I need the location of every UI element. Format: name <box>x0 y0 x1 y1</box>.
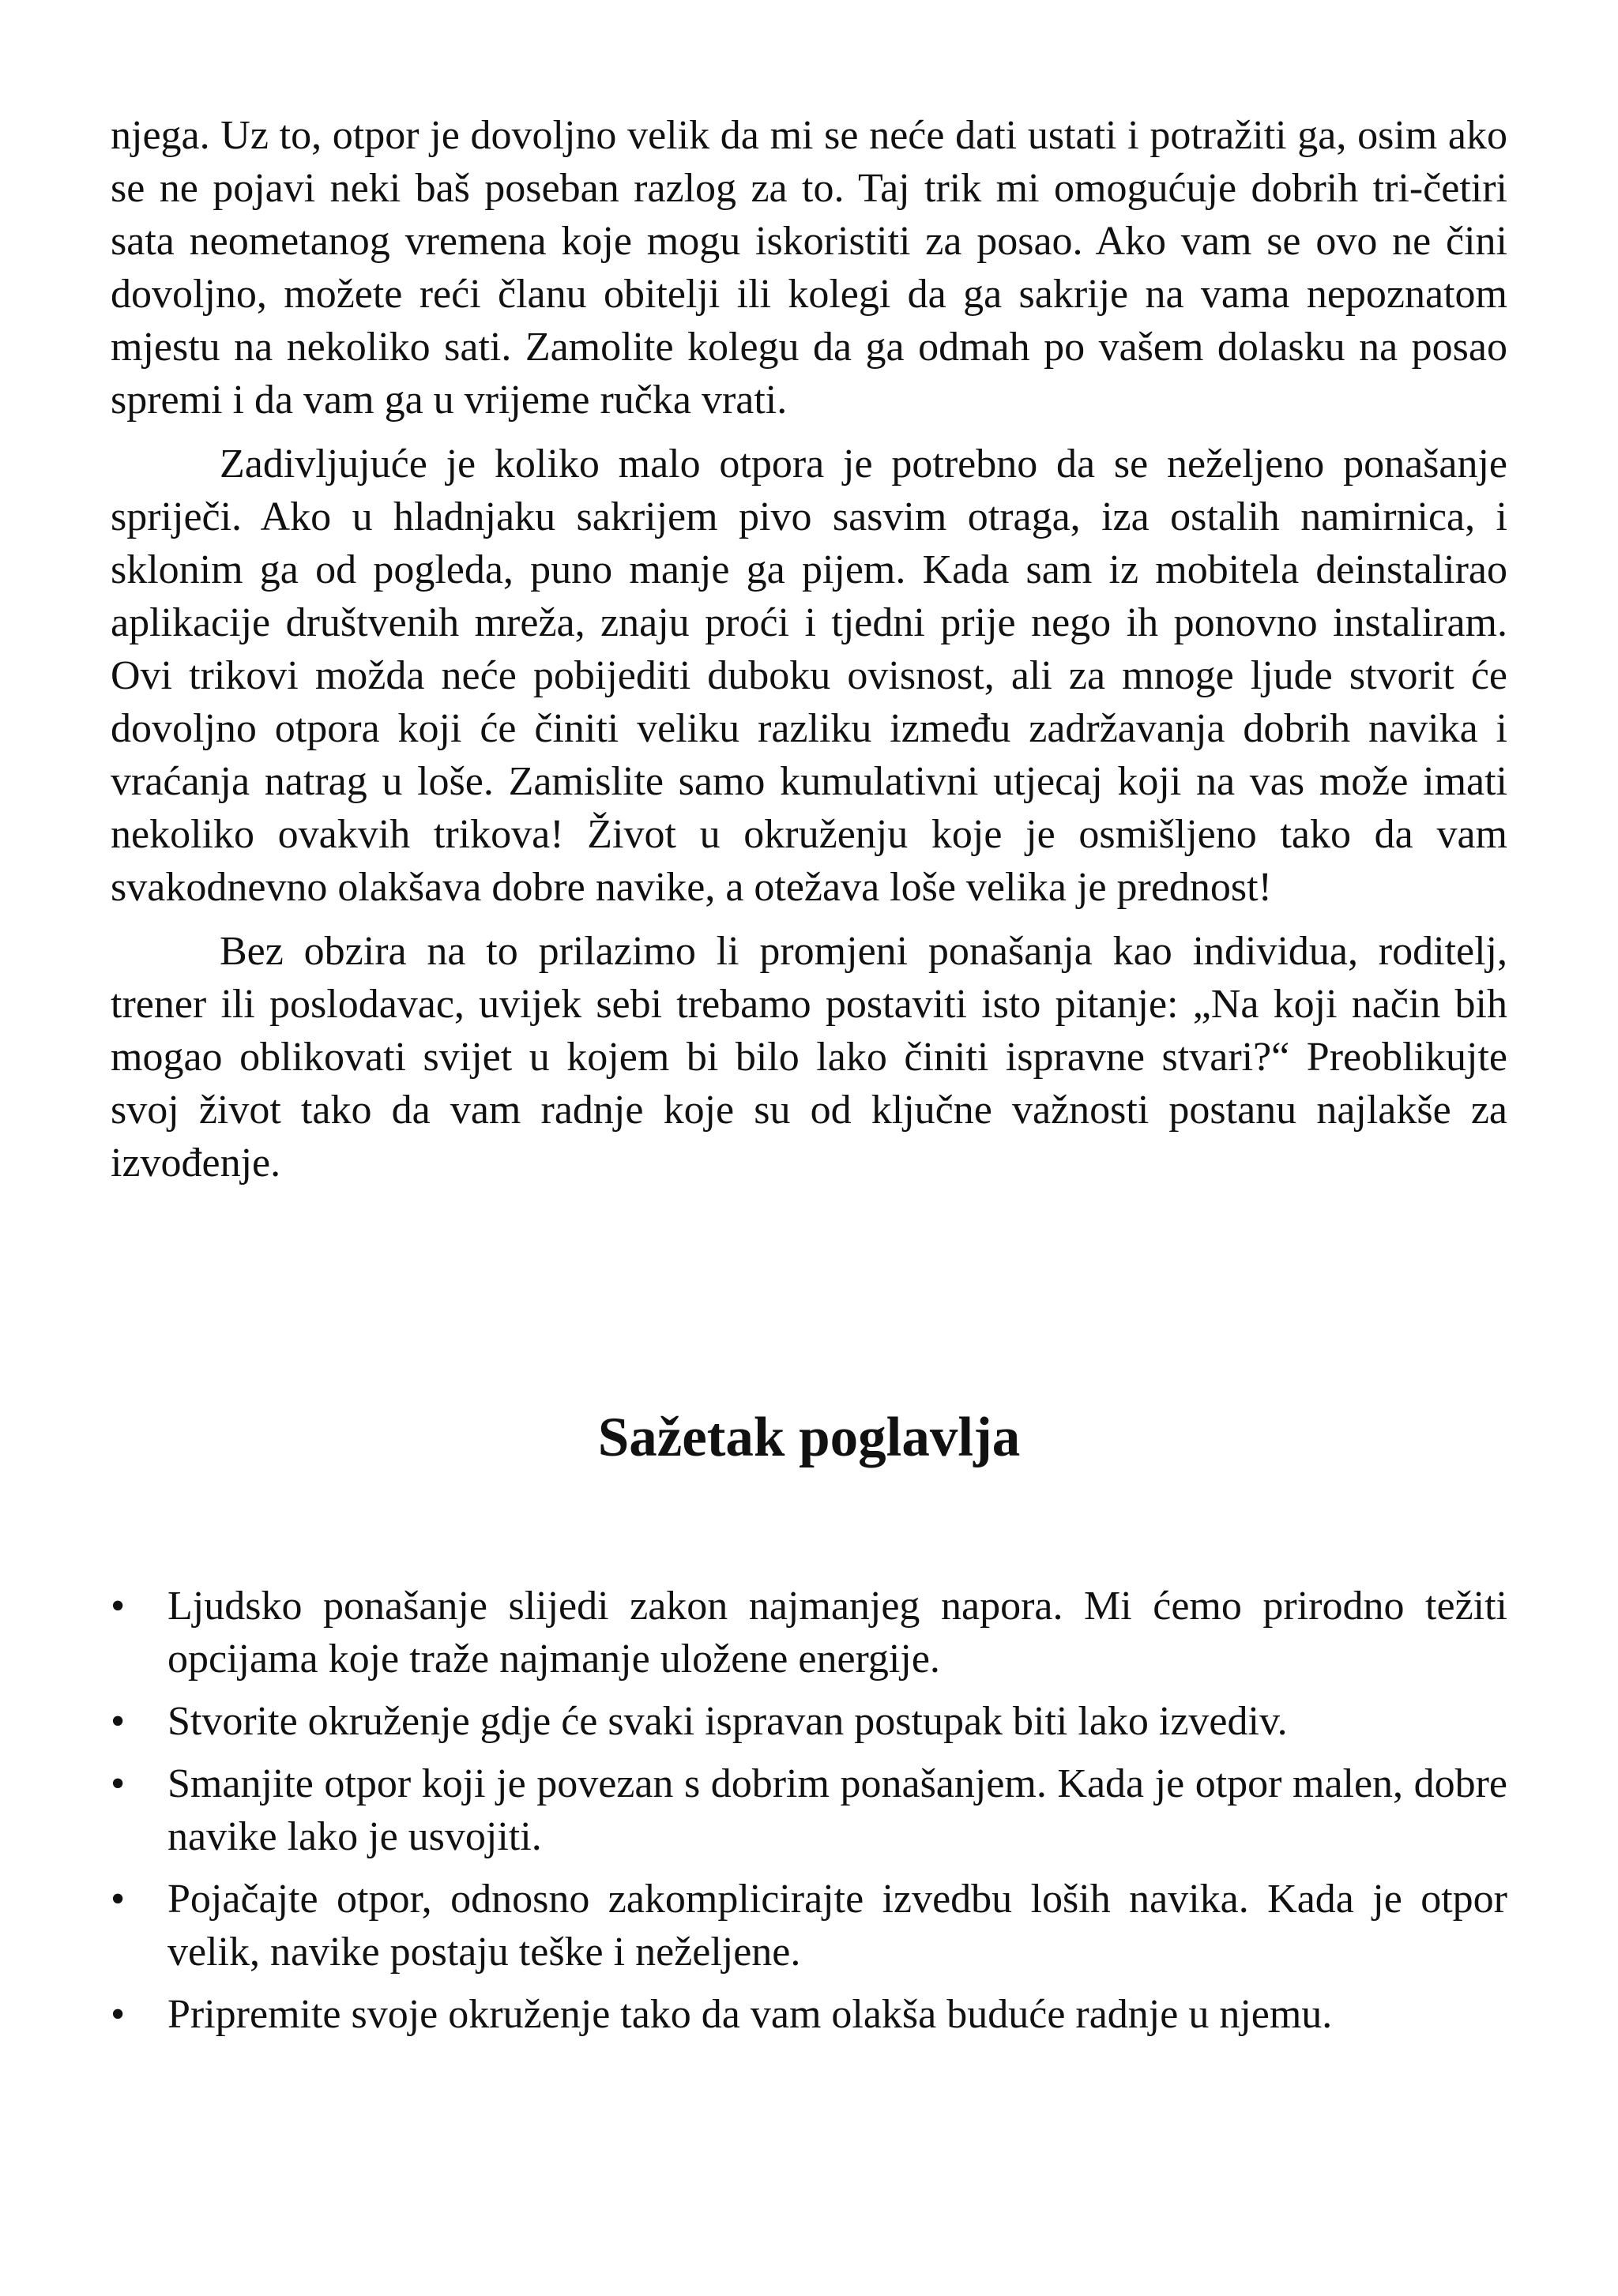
list-item-text: Pojačajte otpor, odnosno zakomplicirajte izvedbu loših navika. Kada je otpor velik, navike postaju teške i neželjene. <box>167 1877 1507 1975</box>
body-paragraph-2: Zadivljujuće je koliko malo otpora je potrebno da se neželjeno ponašanje spriječi. Ako u hladnjaku sakrijem pivo sasvim otraga, iza ostalih namirnica, i sklonim ga od pogleda, puno manje ga pijem. Kada sam iz mobitela deinstalirao aplikacije društvenih mreža, znaju proći i tjedni prije nego ih ponovno instaliram. Ovi trikovi možda neće pobijediti duboku ovisnost, ali za mnoge ljude stvorit će dovoljno otpora koji će činiti veliku razliku između zadržavanja dobrih navika i vraćanja natrag u loše. Zamislite samo kumulativni utjecaj koji na vas može imati nekoliko ovakvih trikova! Život u okruženju koje je osmišljeno tako da vam svakodnevno olakšava dobre navike, a otežava loše velika je prednost! <box>111 442 1507 910</box>
bullet-icon: • <box>111 1761 126 1806</box>
bullet-icon: • <box>111 1992 126 2037</box>
list-item <box>111 1873 1507 1978</box>
bullet-icon: • <box>111 1877 126 1922</box>
list-item-text: Smanjite otpor koji je povezan s dobrim ponašanjem. Kada je otpor malen, dobre navike lako je usvojiti. <box>167 1761 1507 1859</box>
list-item <box>111 1580 1507 1685</box>
list-item <box>111 1757 1507 1863</box>
list-item-text: Stvorite okruženje gdje će svaki ispravan postupak biti lako izvediv. <box>167 1699 1288 1744</box>
bullet-icon: • <box>111 1699 126 1744</box>
body-paragraph-3: Bez obzira na to prilazimo li promjeni ponašanja kao individua, roditelj, trener ili poslodavac, uvijek sebi trebamo postaviti isto pitanje: „Na koji način bih mogao oblikovati svijet u kojem bi bilo lako činiti ispravne stvari?“ Preoblikujte svoj život tako da vam radnje koje su od ključne važnosti postanu najlakše za izvođenje. <box>111 929 1507 1186</box>
document-page <box>111 109 1507 2037</box>
list-item-text: Pripremite svoje okruženje tako da vam olakša buduće radnje u njemu. <box>167 1992 1333 2037</box>
list-item <box>111 1695 1507 1748</box>
list-item-text: Ljudsko ponašanje slijedi zakon najmanjeg napora. Mi ćemo prirodno težiti opcijama koje traže najmanje uložene energije. <box>167 1584 1507 1682</box>
bullet-icon: • <box>111 1584 126 1629</box>
section-heading: Sažetak poglavlja <box>597 1407 1021 1468</box>
summary-list <box>111 1580 1507 2050</box>
body-paragraph-1: njega. Uz to, otpor je dovoljno velik da mi se neće dati ustati i potražiti ga, osim ako se ne pojavi neki baš poseban razlog za to. Taj trik mi omogućuje dobrih tri-četiri sata neometanog vremena koje mogu iskoristiti za posao. Ako vam se ovo ne čini dovoljno, možete reći članu obitelji ili kolegi da ga sakrije na vama nepoznatom mjestu na nekoliko sati. Zamolite kolegu da ga odmah po vašem dolasku na posao spremi i da vam ga u vrijeme ručka vrati. <box>111 113 1507 423</box>
list-item <box>111 1988 1507 2041</box>
